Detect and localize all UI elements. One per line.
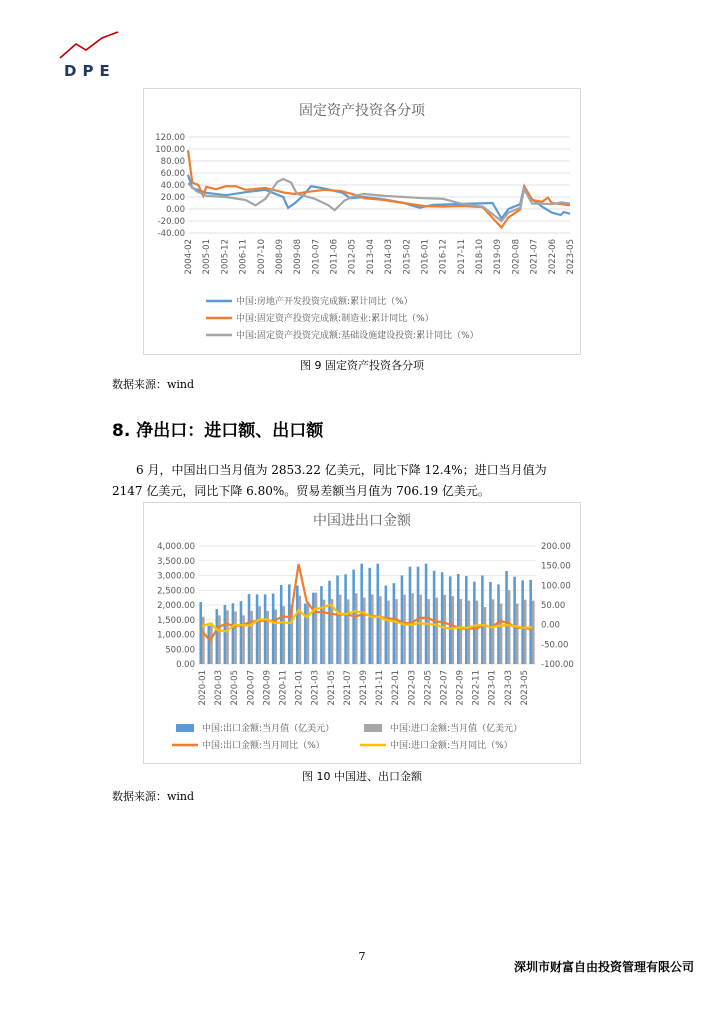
chart10-import-bar xyxy=(427,599,430,664)
chart10-legend-label: 中国:出口金额:当月同比（%） xyxy=(202,741,325,751)
chart10-xtick: 2022-11 xyxy=(471,670,482,706)
chart10-import-bar xyxy=(516,604,519,664)
figure10-caption: 图 10 中国进、出口金额 xyxy=(302,770,422,783)
chart10-ytick-right: 200.00 xyxy=(541,542,571,552)
chart9-xtick: 2005-01 xyxy=(202,239,213,275)
chart9-ytick: 100.00 xyxy=(155,145,185,155)
chart9-xtick: 2010-07 xyxy=(311,239,322,275)
chart9-xtick: 2022-06 xyxy=(547,239,558,275)
chart10-export-bar xyxy=(216,609,219,664)
chart10-export-bar xyxy=(199,602,202,664)
chart10-ytick-right: -50.00 xyxy=(541,640,569,651)
chart10-xtick: 2020-11 xyxy=(278,670,289,706)
chart10-import-bar xyxy=(315,593,318,664)
chart10-ytick-left: 500.00 xyxy=(165,645,195,656)
para-line-1: 6 月，中国出口当月值为 2853.22 亿美元，同比下降 12.4%；进口当月值为 xyxy=(136,463,547,477)
para-line-2: 2147 亿美元，同比下降 6.80%。贸易差额当月值为 706.19 亿美元。 xyxy=(112,484,490,498)
chart10-import-bar xyxy=(492,599,495,664)
chart10-xtick: 2021-09 xyxy=(358,670,369,706)
chart10-import-bar xyxy=(508,590,511,664)
chart10-ytick-left: 2,500.00 xyxy=(157,586,195,597)
chart10-import-bar xyxy=(210,623,213,664)
chart10-ytick-left: 4,000.00 xyxy=(157,542,195,552)
chart10-import-bar xyxy=(226,610,229,664)
chart10-import-bar xyxy=(202,617,205,664)
chart10-xtick: 2022-01 xyxy=(391,670,402,706)
chart10-import-bar xyxy=(331,599,334,664)
chart9-ytick: 120.00 xyxy=(155,133,185,143)
chart10-import-bar xyxy=(419,595,422,664)
chart9-series-line xyxy=(188,150,570,227)
logo-text: DPE xyxy=(64,62,116,80)
chart10-import-bar xyxy=(532,601,535,664)
chart9-xtick: 2004-02 xyxy=(184,239,194,275)
chart10-export-bar xyxy=(385,586,388,664)
chart10-xtick: 2023-05 xyxy=(519,670,530,706)
section8-heading: 8. 净出口：进口额、出口额 xyxy=(112,421,324,441)
chart9-xtick: 2016-12 xyxy=(438,239,449,275)
chart10-export-bar xyxy=(224,605,227,664)
chart10-ytick-right: -100.00 xyxy=(541,660,574,670)
chart10-export-bar xyxy=(376,564,379,664)
chart10-import-bar xyxy=(403,595,406,664)
chart10-legend-label: 中国:进口金额:当月值（亿美元） xyxy=(390,724,523,734)
chart10-import-bar xyxy=(363,598,366,664)
figure9-source: 数据来源：wind xyxy=(112,378,195,391)
chart10-export-bar xyxy=(336,576,339,665)
chart10-xtick: 2022-03 xyxy=(407,670,418,706)
chart10-export-bar xyxy=(320,586,323,664)
chart10-export-bar xyxy=(256,594,259,664)
chart10-export-bar xyxy=(481,576,484,665)
chart10-import-bar xyxy=(443,595,446,664)
chart10-xtick: 2020-07 xyxy=(246,670,257,706)
chart10-export-bar xyxy=(264,594,267,664)
chart10-ytick-left: 1,500.00 xyxy=(157,615,195,626)
chart9-legend-label: 中国:固定资产投资完成额:基础设施建设投资:累计同比（%） xyxy=(236,331,479,341)
chart10-import-bar xyxy=(250,611,253,664)
chart10-ytick-left: 3,500.00 xyxy=(157,556,195,567)
chart10-import-bar xyxy=(484,607,487,664)
chart10-import-bar xyxy=(307,602,310,664)
chart10-export-bar xyxy=(401,576,404,665)
chart10-export-bar xyxy=(521,580,524,664)
chart10-export-bar xyxy=(417,567,420,664)
chart10-export-bar xyxy=(248,594,251,664)
chart10-xtick: 2023-01 xyxy=(487,670,498,706)
chart10-xtick: 2021-07 xyxy=(342,670,353,706)
figure10-source: 数据来源：wind xyxy=(112,790,195,803)
chart10-xtick: 2020-03 xyxy=(214,670,225,706)
chart9-xtick: 2006-11 xyxy=(238,239,249,275)
page-number: 7 xyxy=(358,950,366,963)
chart9-xtick: 2016-01 xyxy=(420,239,431,275)
chart10-export-bar xyxy=(280,585,283,664)
chart10-legend-label: 中国:出口金额:当月值（亿美元） xyxy=(202,724,335,734)
chart10-import-bar xyxy=(218,615,221,664)
chart10-import-bar xyxy=(524,600,527,664)
chart10-import-bar xyxy=(347,599,350,664)
chart9-legend-label: 中国:固定资产投资完成额:制造业:累计同比（%） xyxy=(236,314,434,324)
chart10-import-bar xyxy=(283,606,286,664)
chart10-export-bar xyxy=(465,576,468,664)
chart10-export-bar xyxy=(505,571,508,664)
chart9-ytick: 40.00 xyxy=(160,181,185,191)
chart10-xtick: 2021-11 xyxy=(375,670,386,706)
chart10-import-bar xyxy=(435,598,438,664)
chart10-xtick: 2021-03 xyxy=(310,670,321,706)
chart10-legend-swatch xyxy=(364,724,382,732)
chart9-ytick: -20.00 xyxy=(157,217,185,227)
chart10-xtick: 2023-03 xyxy=(503,670,514,706)
chart9-xtick: 2017-11 xyxy=(456,239,467,275)
chart10-import-bar xyxy=(355,593,358,664)
chart9-xtick: 2009-08 xyxy=(293,239,304,275)
chart10-export-bar xyxy=(513,577,516,664)
chart10-export-bar xyxy=(433,571,436,664)
chart10-ytick-right: 150.00 xyxy=(541,561,571,572)
chart10-import-bar xyxy=(258,606,261,664)
chart10-import-bar xyxy=(242,615,245,664)
chart9-title: 固定资产投资各分项 xyxy=(299,103,425,119)
chart10-import-bar xyxy=(387,601,390,664)
chart10-import-bar xyxy=(323,600,326,664)
chart10-xtick: 2022-09 xyxy=(455,670,466,706)
chart10-xtick: 2022-07 xyxy=(439,670,450,706)
figure10-chart xyxy=(143,502,581,764)
chart10-ytick-right: 0.00 xyxy=(541,620,560,631)
chart9-xtick: 2012-05 xyxy=(347,239,358,275)
chart9-xtick: 2005-12 xyxy=(220,239,231,275)
figure9-svg xyxy=(144,89,580,354)
chart10-export-bar xyxy=(344,574,347,664)
chart10-import-bar xyxy=(460,599,463,664)
chart10-legend-label: 中国:进口金额:当月同比（%） xyxy=(390,741,513,751)
chart9-xtick: 2008-09 xyxy=(274,239,285,275)
chart10-xtick: 2021-01 xyxy=(294,670,305,706)
chart9-ytick: 20.00 xyxy=(160,193,185,203)
chart9-xtick: 2014-03 xyxy=(384,239,395,275)
chart10-export-bar xyxy=(207,626,210,664)
chart10-xtick: 2021-05 xyxy=(326,670,337,706)
chart10-import-bar xyxy=(395,599,398,664)
chart10-xtick: 2022-05 xyxy=(423,670,434,706)
chart10-import-bar xyxy=(452,596,455,664)
chart10-export-bar xyxy=(288,584,291,664)
chart9-legend-label: 中国:房地产开发投资完成额:累计同比（%） xyxy=(236,297,413,307)
chart9-ytick: 60.00 xyxy=(160,169,185,179)
chart10-import-bar xyxy=(274,609,277,664)
chart10-xtick: 2020-09 xyxy=(262,670,273,706)
chart10-export-bar xyxy=(296,586,299,664)
chart10-export-bar xyxy=(272,593,275,664)
chart10-ytick-right: 50.00 xyxy=(541,601,566,611)
chart9-xtick: 2021-07 xyxy=(529,239,540,275)
logo-swoosh xyxy=(60,32,118,58)
chart9-ytick: 80.00 xyxy=(160,157,185,167)
chart10-title: 中国进出口金额 xyxy=(313,513,411,529)
figure9-caption: 图 9 固定资产投资各分项 xyxy=(300,359,424,372)
chart9-ytick: 0.00 xyxy=(166,205,185,215)
chart10-ytick-left: 2,000.00 xyxy=(157,601,195,611)
chart10-export-bar xyxy=(409,567,412,664)
chart9-xtick: 2007-10 xyxy=(256,239,267,275)
chart10-export-bar xyxy=(489,582,492,664)
chart10-export-bar xyxy=(441,572,444,664)
chart10-import-bar xyxy=(379,596,382,664)
chart10-ytick-left: 0.00 xyxy=(176,660,195,670)
chart9-xtick: 2018-10 xyxy=(475,239,486,275)
chart10-import-bar xyxy=(371,594,374,664)
chart9-xtick: 2020-08 xyxy=(511,239,522,275)
chart10-export-bar xyxy=(232,603,235,664)
chart10-import-bar xyxy=(500,604,503,664)
chart9-xtick: 2013-04 xyxy=(365,239,376,275)
chart10-import-bar xyxy=(468,601,471,664)
chart10-export-bar xyxy=(304,604,307,664)
chart10-export-bar xyxy=(393,583,396,664)
chart10-ytick-left: 3,000.00 xyxy=(157,571,195,582)
figure10-svg xyxy=(144,503,580,763)
chart10-export-bar xyxy=(473,582,476,664)
company-name: 深圳市财富自由投资管理有限公司 xyxy=(513,960,694,974)
chart10-export-bar xyxy=(529,580,532,664)
chart9-xtick: 2023-05 xyxy=(566,239,576,275)
chart10-export-bar xyxy=(328,581,331,664)
chart10-import-bar xyxy=(299,596,302,664)
chart9-xtick: 2019-09 xyxy=(493,239,504,275)
chart10-export-bar xyxy=(425,564,428,664)
chart10-export-bar xyxy=(457,574,460,664)
chart10-ytick-left: 1,000.00 xyxy=(157,630,195,641)
chart10-export-bar xyxy=(240,601,243,664)
chart10-import-bar xyxy=(476,601,479,664)
chart10-import-bar xyxy=(234,611,237,664)
chart10-ytick-right: 100.00 xyxy=(541,581,571,592)
chart10-xtick: 2020-05 xyxy=(230,670,241,706)
section8-paragraph xyxy=(112,460,612,502)
chart10-xtick: 2020-01 xyxy=(198,670,209,706)
chart10-import-bar xyxy=(411,593,414,664)
chart10-legend-swatch xyxy=(176,724,194,732)
chart10-export-bar xyxy=(312,593,315,664)
chart9-ytick: -40.00 xyxy=(157,229,185,239)
chart9-xtick: 2011-06 xyxy=(329,239,340,275)
chart10-export-bar xyxy=(449,576,452,664)
figure9-chart xyxy=(143,88,581,355)
chart10-import-bar xyxy=(339,595,342,664)
chart9-xtick: 2015-02 xyxy=(402,239,413,275)
